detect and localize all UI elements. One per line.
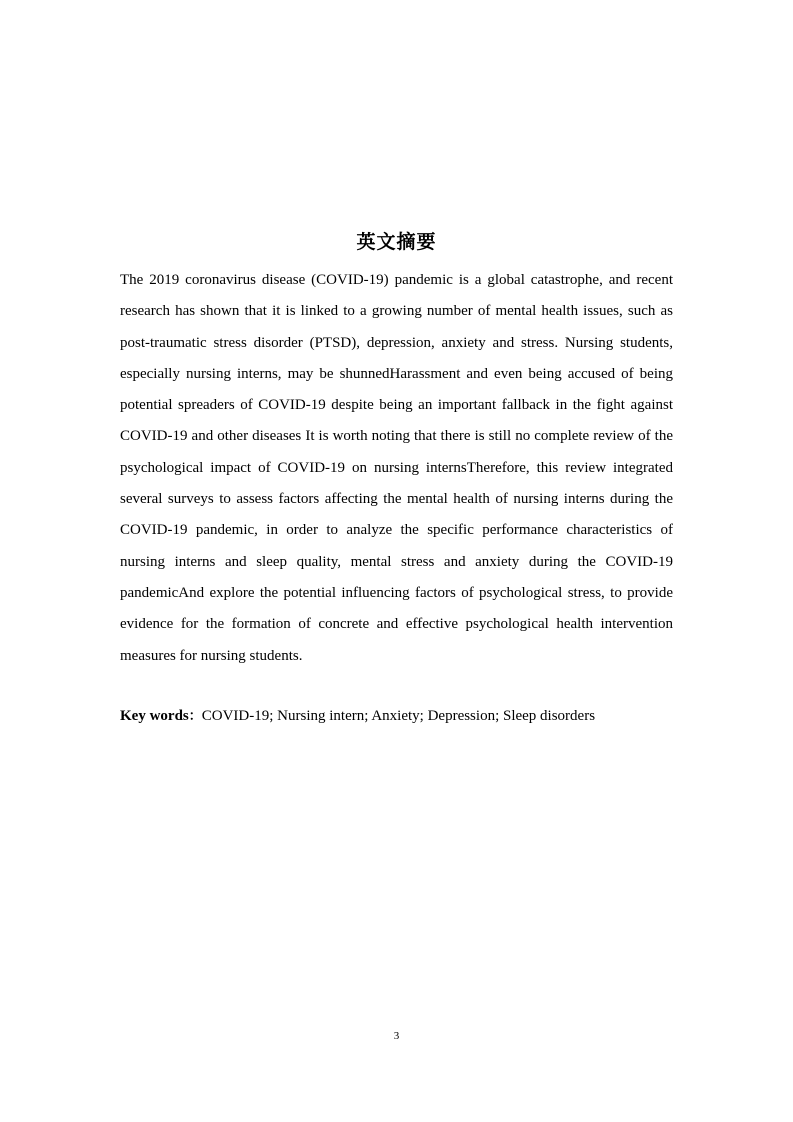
keywords-label: Key words: [120, 708, 189, 724]
keywords-list: COVID-19; Nursing intern; Anxiety; Depression; Sleep disorders: [201, 708, 596, 724]
abstract-body: The 2019 coronavirus disease (COVID-19) pandemic is a global catastrophe, and recent research has shown that it is linked to a growing number of mental health issues, such as post-traumatic stress disorder (PTSD), depression, anxiety and stress. Nursing students, especially nursing interns, may be shunnedHarassment and even being accused of being potential spreaders of COVID-19 despite being an important fallback in the fight against COVID-19 and other diseases It is worth noting that there is still no complete review of the psychological impact of COVID-19 on nursing internsTherefore, this review integrated several surveys to assess factors affecting the mental health of nursing interns during the COVID-19 pandemic, in order to analyze the specific performance characteristics of nursing interns and sleep quality, mental stress and anxiety during the COVID-19 pandemicAnd explore the potential influencing factors of psychological stress, to provide evidence for the formation of concrete and effective psychological health intervention measures for nursing students.: [120, 272, 673, 664]
keywords-line: [120, 702, 680, 731]
page-number: 3: [393, 1030, 400, 1042]
page-title: 英文摘要: [356, 231, 437, 253]
keywords-separator: ：: [188, 709, 202, 724]
